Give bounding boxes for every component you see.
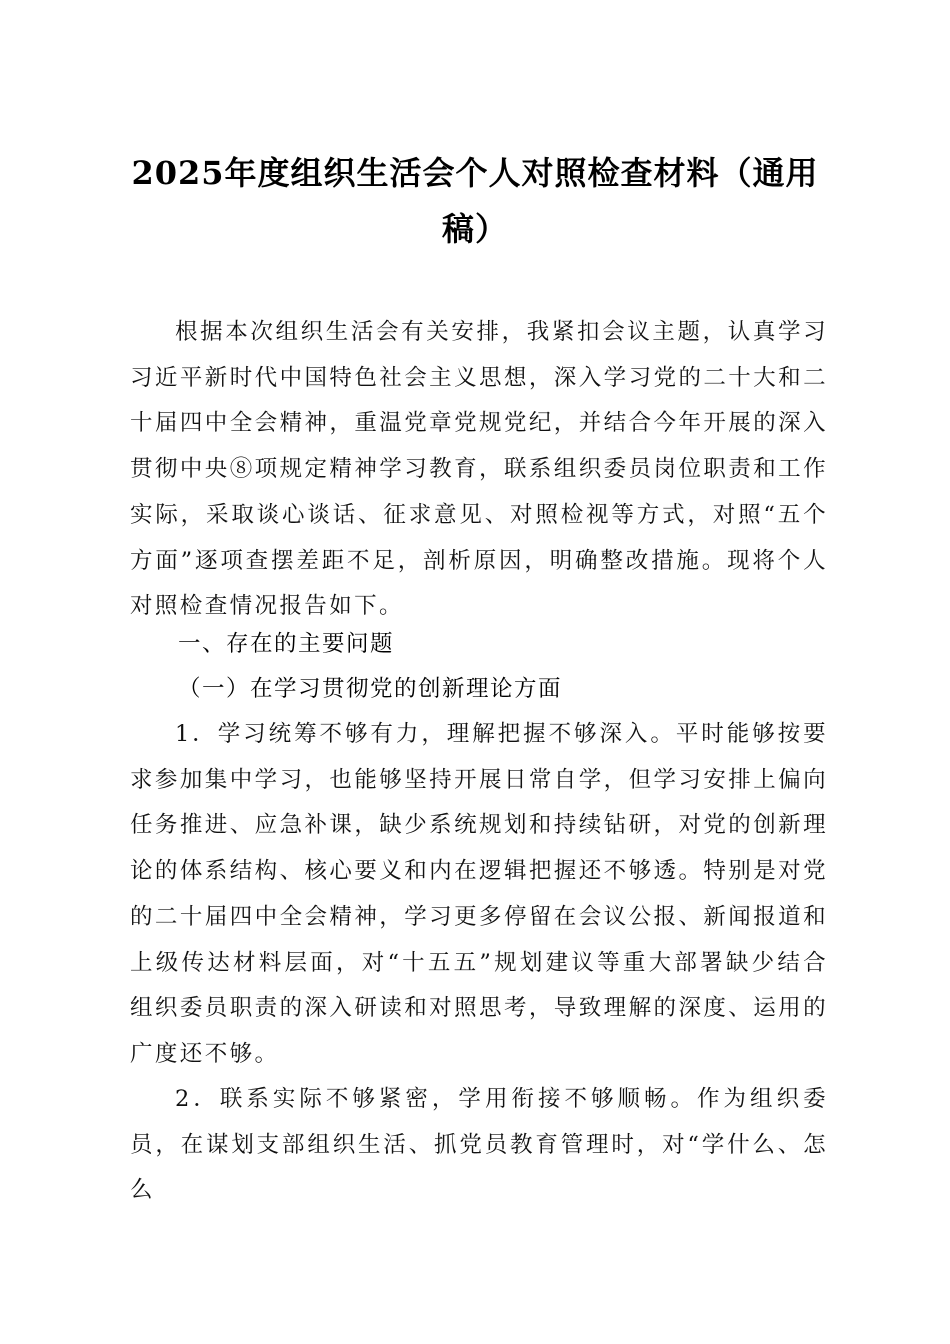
intro-paragraph: 根据本次组织生活会有关安排，我紧扣会议主题，认真学习习近平新时代中国特色社会主义思想，深入学习党的二十大和二十届四中全会精神，重温党章党规党纪，并结合今年开展的深入贯彻中央⑧项规定精神学习教育，联系组织委员岗位职责和工作实际，采取谈心谈话、征求意见、对照检视等方式，对照“五个方面”逐项查摆差距不足，剖析原因，明确整改措施。现将个人对照检查情况报告如下。 [130,319,828,620]
item-2-body: 作为组织委员，在谋划支部组织生活、抓党员教育管理时，对“学什么、怎么 [130,1086,828,1204]
subsection-heading: （一）在学习贯彻党的创新理论方面 [178,676,563,702]
item-1-paragraph [130,712,828,1078]
section-heading: 一、存在的主要问题 [178,631,395,657]
document-title: 2025年度组织生活会个人对照检查材料（通用稿） [131,154,819,248]
item-1-lead: 1．学习统筹不够有力，理解把握不够深入。 [175,721,676,747]
item-1-body: 平时能够按要求参加集中学习，也能够坚持开展日常自学，但学习安排上偏向任务推进、应急补课，缺少系统规划和持续钻研，对党的创新理论的体系结构、核心要义和内在逻辑把握还不够透。特别是对党的二十届四中全会精神，学习更多停留在会议公报、新闻报道和上级传达材料层面，对“十五五”规划建议等重大部署缺少结合组织委员职责的深入研读和对照思考，导致理解的深度、运用的广度还不够。 [130,721,828,1067]
item-2-paragraph [130,1077,828,1214]
item-2-lead: 2．联系实际不够紧密，学用衔接不够顺畅。 [175,1086,698,1112]
